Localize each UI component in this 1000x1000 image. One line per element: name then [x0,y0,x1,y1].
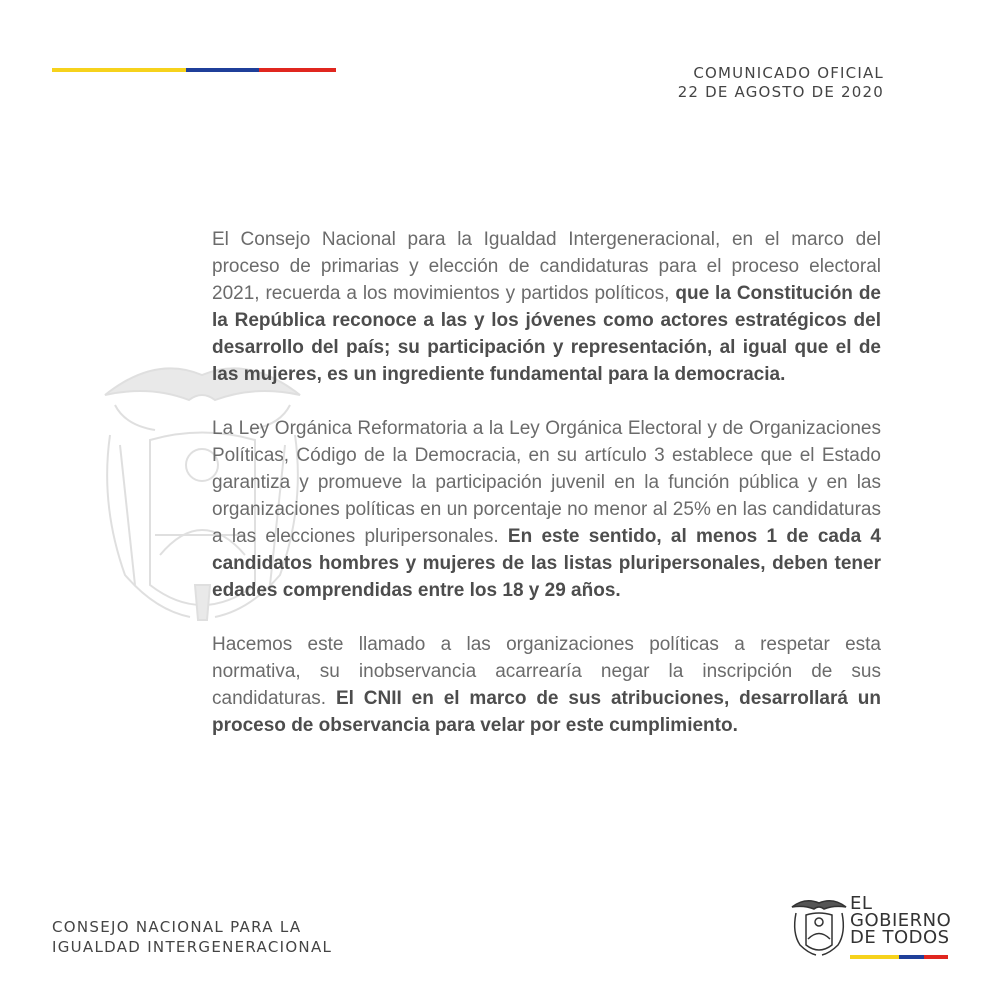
flag-blue-segment [186,68,259,72]
logo-text [850,895,951,946]
logo-text-line-3: DE TODOS [850,927,950,948]
communique-header [678,64,884,102]
flag-red-segment [259,68,336,72]
logo-flag-bar [850,955,948,959]
logo-flag-yellow [850,955,899,959]
gobierno-de-todos-logo [790,893,955,963]
paragraph-3 [212,631,881,739]
logo-flag-blue [899,955,924,959]
flag-color-bar [52,68,336,72]
organization-name-line-1: CONSEJO NACIONAL PARA LA [52,918,302,936]
paragraph-2-text: La Ley Orgánica Reformatoria a la Ley Orgánica Electoral y de Organizaciones Políticas, Código de la Democracia, en su artículo 3 establece que el Estado garantiza y promueve la participación juvenil en la función pública y en las organizaciones políticas en un porcentaje no menor al 25% en las candidaturas a las elecciones pluripersonales. [212,418,881,547]
organization-name-line-2: IGUALDAD INTERGENERACIONAL [52,938,333,956]
organization-name [52,917,332,957]
paragraph-3-highlight: El CNII en el marco de sus atribuciones, desarrollará un proceso de observancia para velar por este cumplimiento. [212,688,881,736]
logo-flag-red [924,955,949,959]
communique-title: COMUNICADO OFICIAL [693,64,884,82]
flag-yellow-segment [52,68,186,72]
paragraph-3-text: Hacemos este llamado a las organizaciones políticas a respetar esta normativa, su inobservancia acarrearía negar la inscripción de sus candidaturas. [212,634,881,709]
logo-text-line-1: EL [850,893,873,914]
communique-date: 22 DE AGOSTO DE 2020 [677,83,884,101]
paragraph-2 [212,415,881,604]
logo-text-line-2: GOBIERNO [850,910,952,931]
paragraph-2-highlight: En este sentido, al menos 1 de cada 4 candidatos hombres y mujeres de las listas pluripersonales, deben tener edades comprendidas entre los 18 y 29 años. [212,526,881,601]
communique-body [212,226,881,766]
ecuador-coat-of-arms-icon [790,895,848,957]
paragraph-1-highlight: que la Constitución de la República reconoce a las y los jóvenes como actores estratégicos del desarrollo del país; su participación y representación, al igual que el de las mujeres, es un ingrediente fundamental para la democracia. [212,283,881,385]
paragraph-1 [212,226,881,388]
paragraph-1-text: El Consejo Nacional para la Igualdad Intergeneracional, en el marco del proceso de primarias y elección de candidaturas para el proceso electoral 2021, recuerda a los movimientos y partidos políticos, [212,229,881,304]
